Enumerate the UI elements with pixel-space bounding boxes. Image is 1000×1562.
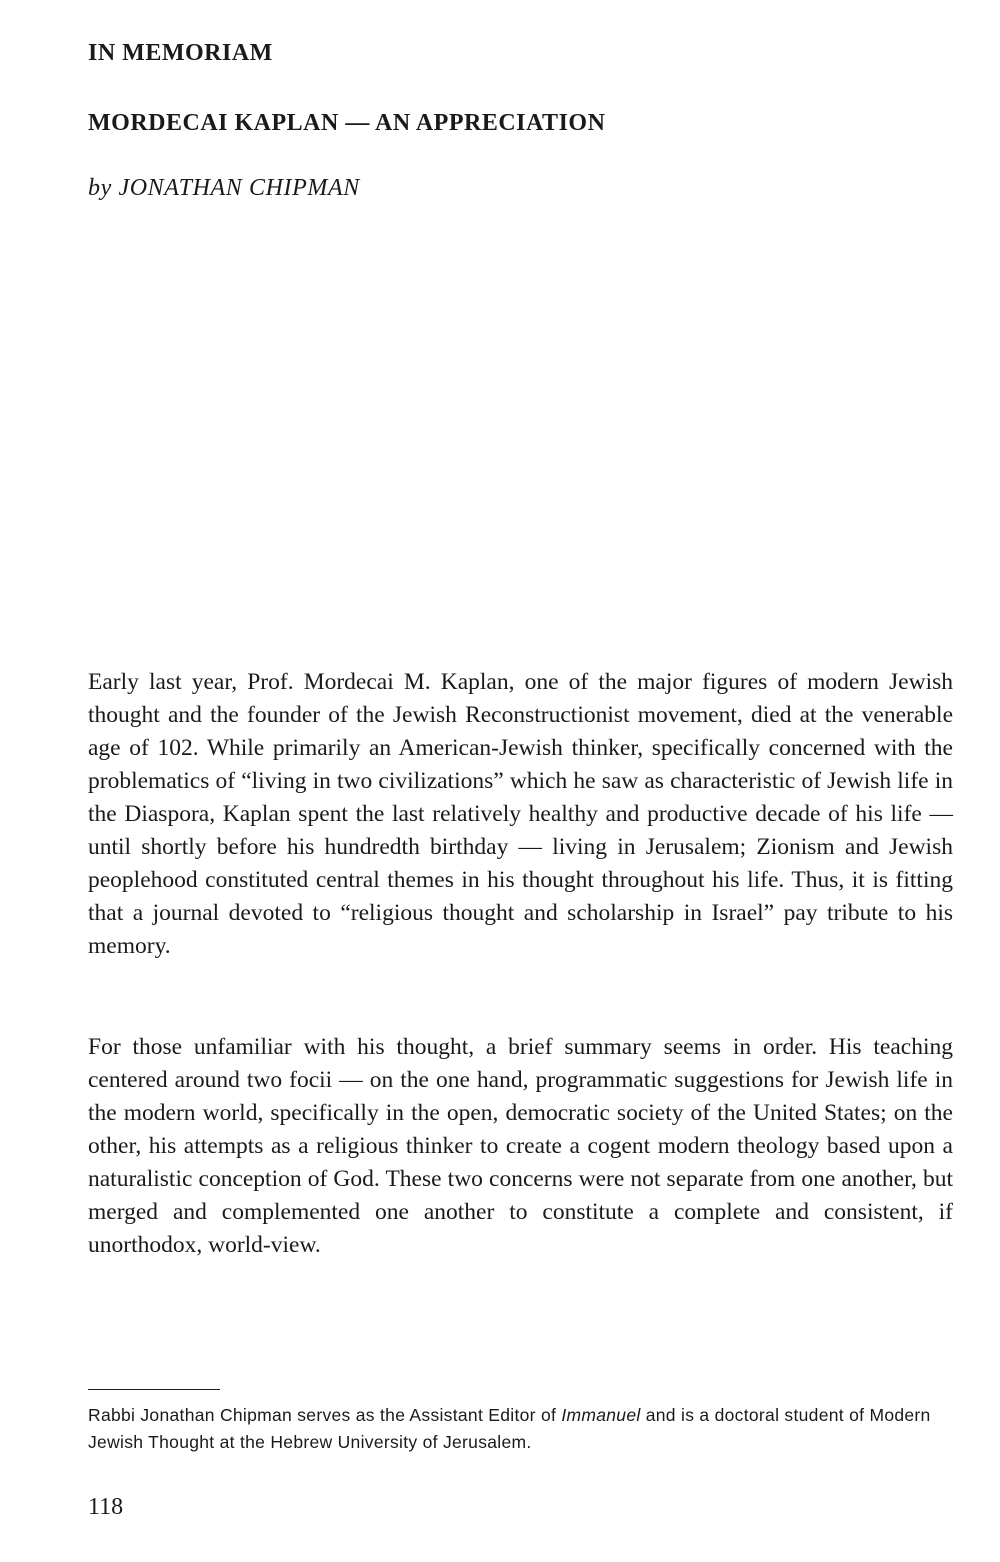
author-footnote bbox=[88, 1402, 958, 1456]
byline-author: JONATHAN CHIPMAN bbox=[118, 175, 360, 201]
body-paragraph: Early last year, Prof. Mordecai M. Kaplan, one of the major figures of modern Jewish thought and the founder of the Jewish Reconstructionist movement, died at the venerable age of 102. While primarily an American-Jewish thinker, specifically concerned with the problematics of “living in two civilizations” which he saw as characteristic of Jewish life in the Diaspora, Kaplan spent the last relatively healthy and productive decade of his life — until shortly before his hundredth birthday — living in Jerusalem; Zionism and Jewish peoplehood constituted central themes in his thought throughout his life. Thus, it is fitting that a journal devoted to “religious thought and scholarship in Israel” pay tribute to his memory. bbox=[88, 669, 953, 959]
article-title: MORDECAI KAPLAN — AN APPRECIATION bbox=[88, 110, 606, 136]
footnote-divider bbox=[88, 1389, 220, 1390]
page-number: 118 bbox=[88, 1494, 124, 1520]
footnote-text-before: Rabbi Jonathan Chipman serves as the Assistant Editor of bbox=[88, 1405, 562, 1425]
body-paragraph: For those unfamiliar with his thought, a brief summary seems in order. His teaching centered around two focii — on the one hand, programmatic suggestions for Jewish life in the modern world, specifically in the open, democratic society of the United States; on the other, his attempts as a religious thinker to create a cogent modern theology based upon a naturalistic conception of God. These two concerns were not separate from one another, but merged and complemented one another to constitute a complete and consistent, if unorthodox, world-view. bbox=[88, 1034, 953, 1258]
section-label: IN MEMORIAM bbox=[88, 40, 273, 66]
byline-prefix: by bbox=[88, 175, 112, 201]
byline bbox=[88, 175, 360, 202]
journal-name: Immanuel bbox=[561, 1405, 641, 1425]
footnote-text-after: and is a doctoral student of Modern Jewish Thought at the Hebrew University of Jerusalem. bbox=[88, 1405, 931, 1452]
